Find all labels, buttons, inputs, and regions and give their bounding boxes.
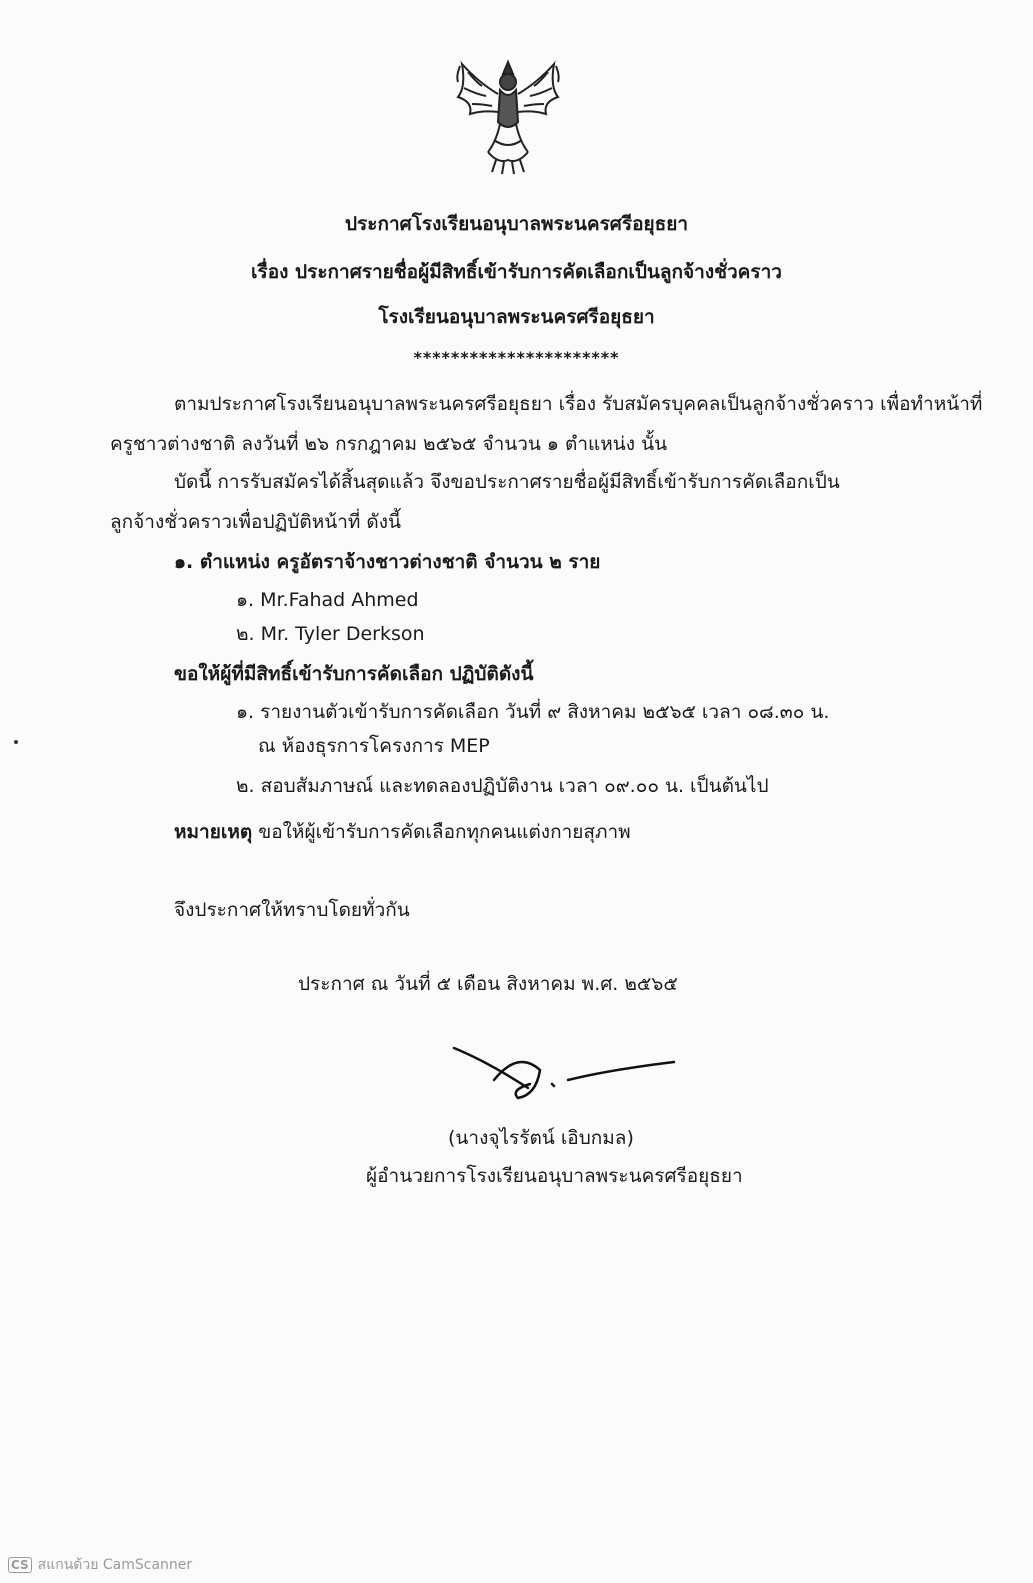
announcement-title: ประกาศโรงเรียนอนุบาลพระนครศรีอยุธยา [344,213,689,235]
instructions-heading: ขอให้ผู้ที่มีสิทธิ์เข้ารับการคัดเลือก ปฏิบัติดังนี้ [174,663,534,685]
school-name: โรงเรียนอนุบาลพระนครศรีอยุธยา [378,306,655,328]
signatory-name: (นางจุไรรัตน์ เอิบกมล) [448,1127,634,1149]
instruction-1-line-1: ๑. รายงานตัวเข้ารับการคัดเลือก วันที่ ๙ สิงหาคม ๒๕๖๕ เวลา ๐๘.๓๐ น. [236,701,830,723]
camscanner-text: สแกนด้วย CamScanner [37,1557,193,1573]
garuda-emblem-icon [448,52,568,177]
candidate-item: ๑. Mr.Fahad Ahmed [236,589,419,611]
instruction-1-line-2: ณ ห้องธุรการโครงการ MEP [258,735,490,757]
paragraph-2-line-2: ลูกจ้างชั่วคราวเพื่อปฏิบัติหน้าที่ ดังนี้ [110,511,402,533]
camscanner-logo-icon: CS [8,1557,32,1573]
paragraph-1-line-1: ตามประกาศโรงเรียนอนุบาลพระนครศรีอยุธยา เรื่อง รับสมัครบุคคลเป็นลูกจ้างชั่วคราว เพื่อทำหน้าที่ [174,393,983,415]
note [174,820,631,844]
position-heading: ๑. ตำแหน่ง ครูอัตราจ้างชาวต่างชาติ จำนวน ๒ ราย [174,551,601,573]
signatory-title: ผู้อำนวยการโรงเรียนอนุบาลพระนครศรีอยุธยา [366,1165,743,1187]
scan-speck [14,740,18,744]
paragraph-1-line-2: ครูชาวต่างชาติ ลงวันที่ ๒๖ กรกฎาคม ๒๕๖๕ จำนวน ๑ ตำแหน่ง นั้น [110,433,668,455]
closing-statement: จึงประกาศให้ทราบโดยทั่วกัน [174,899,410,921]
note-text: ขอให้ผู้เข้ารับการคัดเลือกทุกคนแต่งกายสุภาพ [252,821,631,843]
announcement-date: ประกาศ ณ วันที่ ๕ เดือน สิงหาคม พ.ศ. ๒๕๖๕ [298,973,678,995]
note-label: หมายเหตุ [174,821,253,843]
paragraph-2-line-1: บัดนี้ การรับสมัครได้สิ้นสุดแล้ว จึงขอประกาศรายชื่อผู้มีสิทธิ์เข้ารับการคัดเลือกเป็น [174,471,840,493]
candidate-item: ๒. Mr. Tyler Derkson [236,623,425,645]
announcement-subject: เรื่อง ประกาศรายชื่อผู้มีสิทธิ์เข้ารับการคัดเลือกเป็นลูกจ้างชั่วคราว [251,261,782,283]
camscanner-watermark [8,1554,192,1576]
signature-mark [448,1040,688,1110]
instruction-2: ๒. สอบสัมภาษณ์ และทดลองปฏิบัติงาน เวลา ๐๙.๐๐ น. เป็นต้นไป [236,775,769,797]
separator-stars: ********************** [413,348,620,367]
